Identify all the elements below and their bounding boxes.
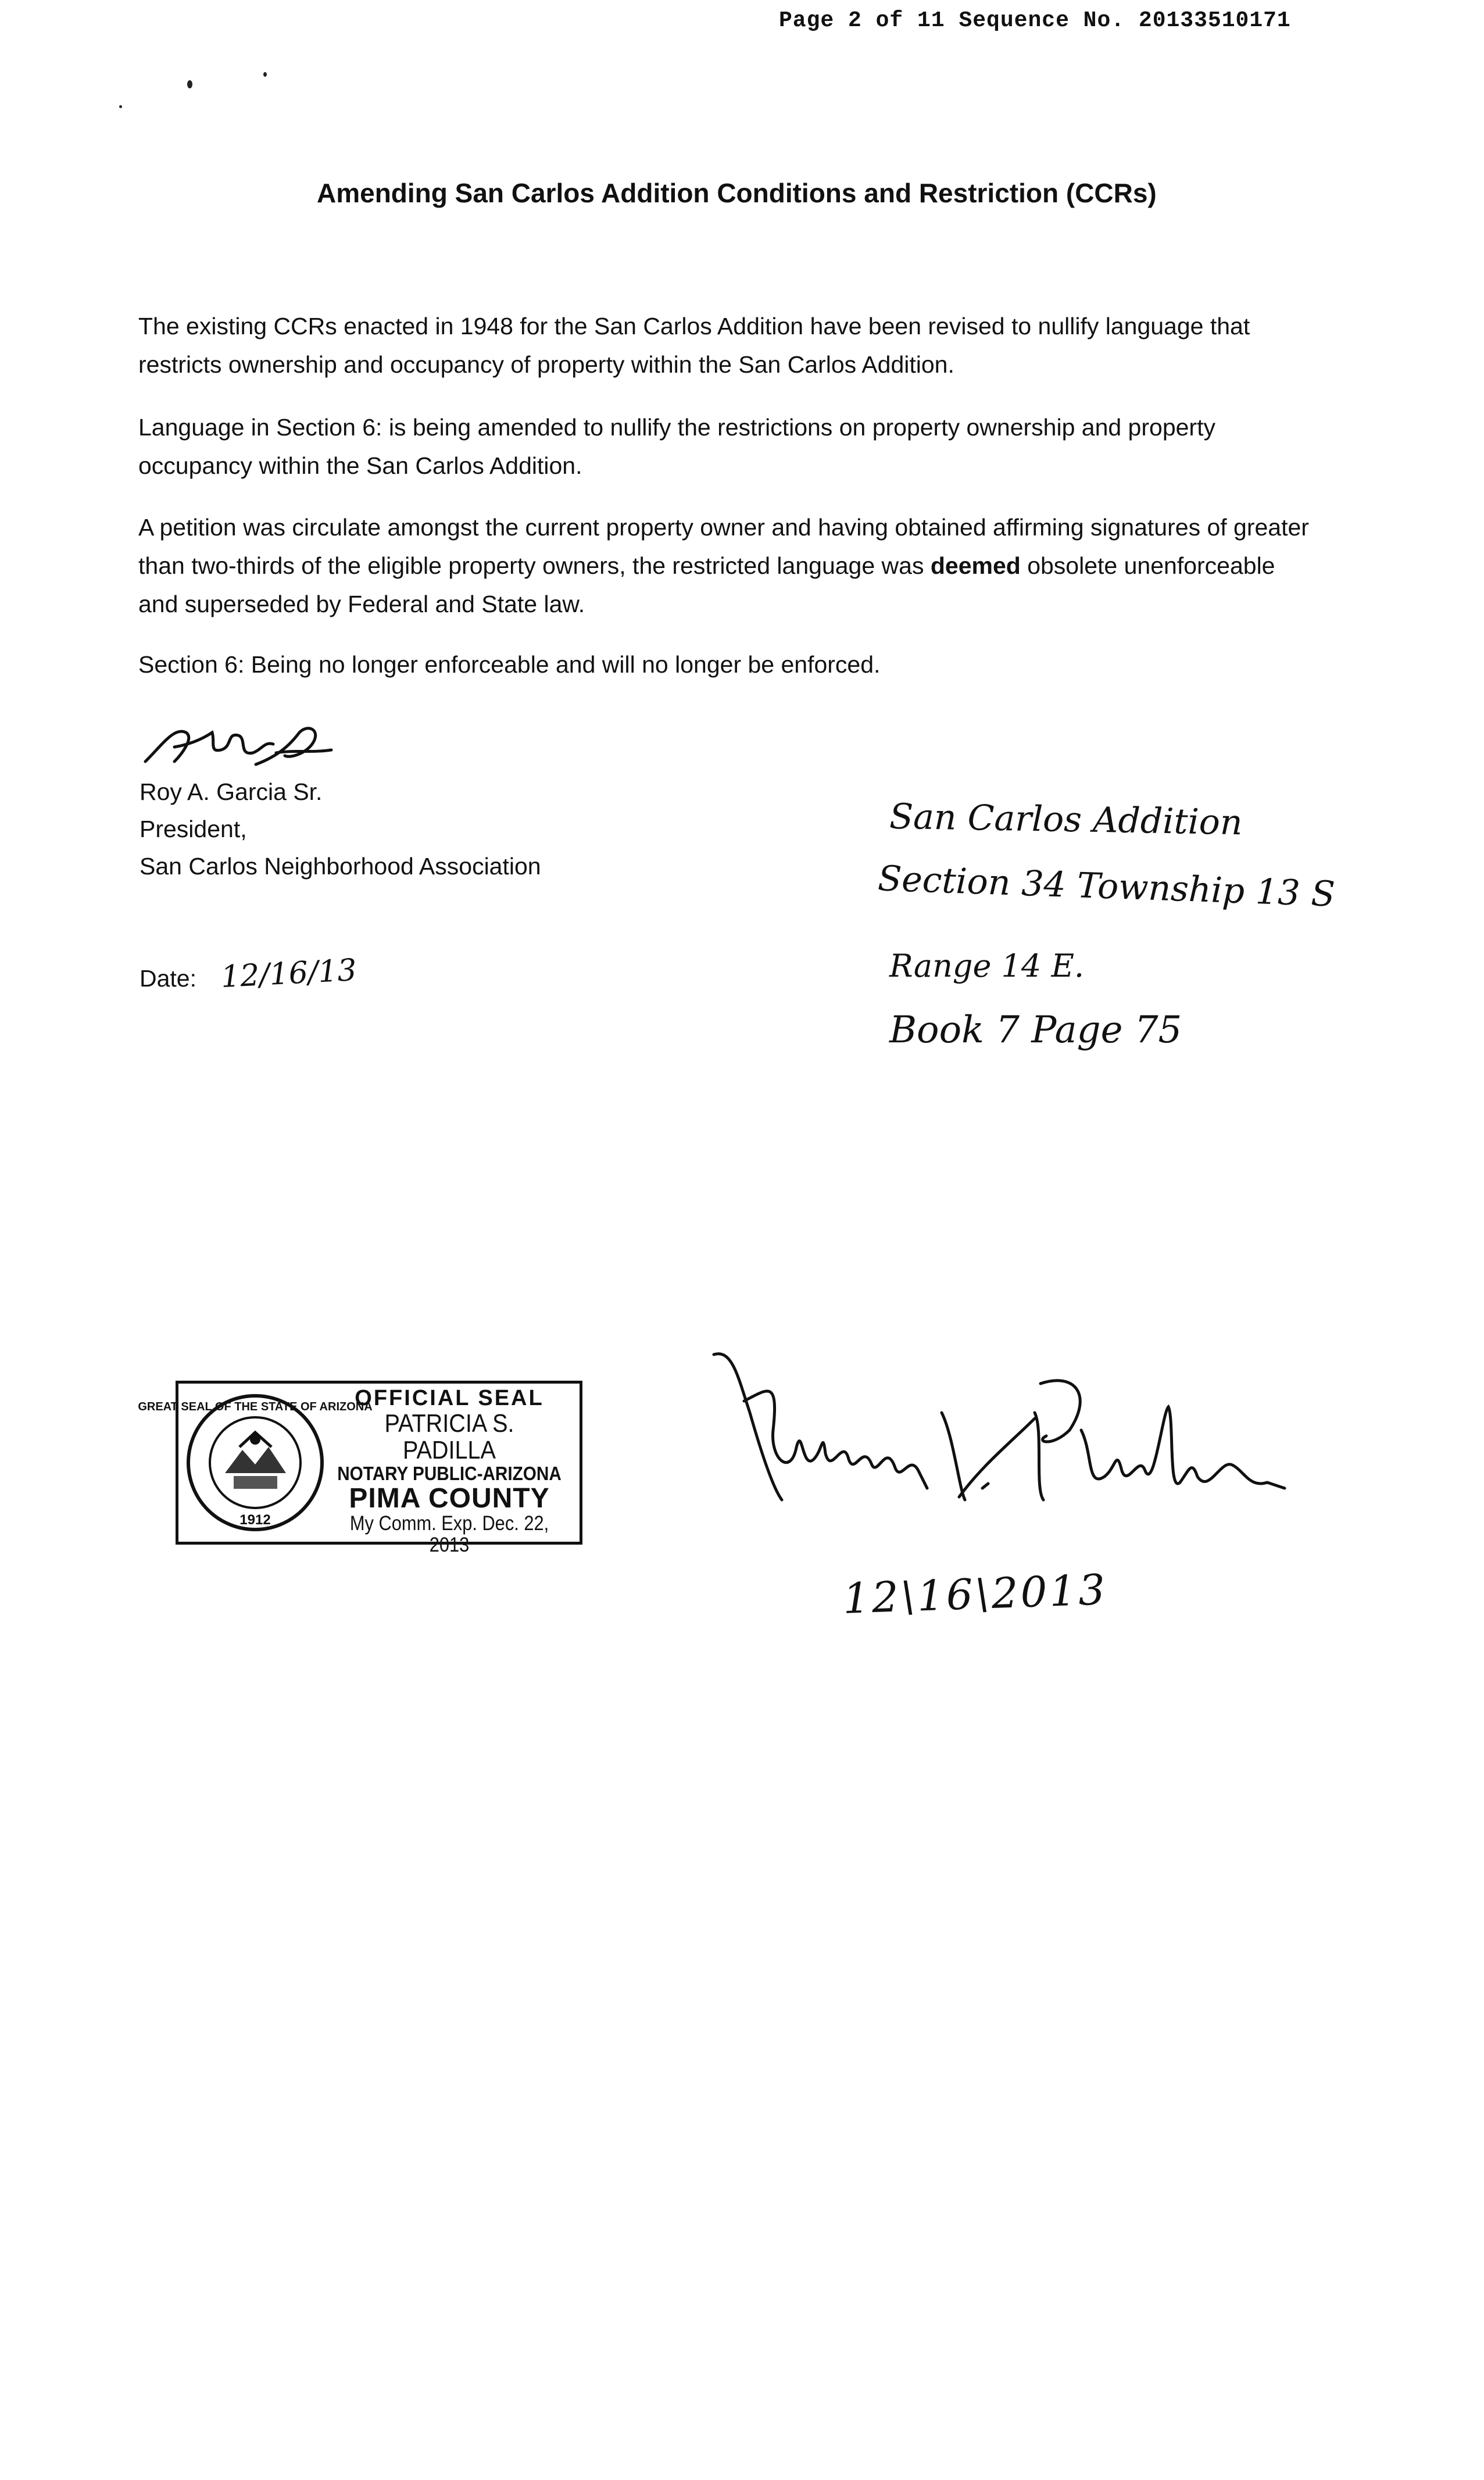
notary-seal-stamp <box>138 1381 582 1557</box>
seal-emblem-year: 1912 <box>239 1512 271 1528</box>
paragraph-ccrs-revision: The existing CCRs enacted in 1948 for the San Carlos Addition have been revised to nullify language that restricts ownership and occupancy of property within the San Carlos Addition. <box>138 313 1250 378</box>
handwritten-note-section-township: Section 34 Township 13 S <box>877 858 1336 915</box>
paragraph-petition-bold-word: deemed <box>930 552 1021 579</box>
paragraph-petition-text-a: A petition was circulate amongst the current property owner and having obtained affirming signatures of greater than two-thirds of the eligible property owners, the restricted language was <box>138 514 1309 579</box>
signer-role: President, <box>140 816 247 842</box>
seal-commission-expiry: My Comm. Exp. Dec. 22, 2013 <box>349 1512 549 1557</box>
paragraph-petition-text-b: obsolete unenforceable and superseded by Federal and State law. <box>138 552 1275 617</box>
seal-text-block <box>324 1387 575 1556</box>
signature-patricia-padilla <box>709 1343 1314 1564</box>
signer-date-handwritten: 12/16/13 <box>220 952 357 995</box>
handwritten-note-addition: San Carlos Addition <box>889 796 1243 844</box>
handwritten-note-book-page: Book 7 Page 75 <box>889 1009 1182 1052</box>
seal-county: PIMA COUNTY <box>349 1482 550 1514</box>
arizona-state-seal-icon <box>138 1392 373 1534</box>
document-title: Amending San Carlos Addition Conditions and Restriction (CCRs) <box>317 178 1157 208</box>
scan-speck <box>187 80 192 88</box>
handwritten-note-range: Range 14 E. <box>889 948 1085 984</box>
seal-notary-public: NOTARY PUBLIC-ARIZONA <box>337 1463 562 1485</box>
signer-organization: San Carlos Neighborhood Association <box>140 853 541 880</box>
scan-speck <box>263 72 267 77</box>
seal-official-seal: OFFICIAL SEAL <box>355 1386 544 1410</box>
signer-block <box>140 773 541 885</box>
page-sequence-header: Page 2 of 11 Sequence No. 20133510171 <box>779 8 1291 33</box>
paragraph-petition <box>138 508 1313 623</box>
scan-speck <box>119 105 122 108</box>
signature-roy-garcia <box>140 721 349 773</box>
paragraph-section-6-amendment: Language in Section 6: is being amended to nullify the restrictions on property ownership and property occupancy within the San Carlos Addition. <box>138 414 1215 479</box>
seal-notary-name: PATRICIA S. PADILLA <box>384 1409 514 1465</box>
notary-signature-date: 12\16\2013 <box>842 1565 1108 1623</box>
seal-emblem-text: GREAT SEAL OF THE STATE OF ARIZONA <box>138 1400 373 1413</box>
paragraph-section-6-enforcement: Section 6: Being no longer enforceable and will no longer be enforced. <box>138 651 881 678</box>
date-label: Date: <box>140 965 196 992</box>
signer-name: Roy A. Garcia Sr. <box>140 778 323 805</box>
